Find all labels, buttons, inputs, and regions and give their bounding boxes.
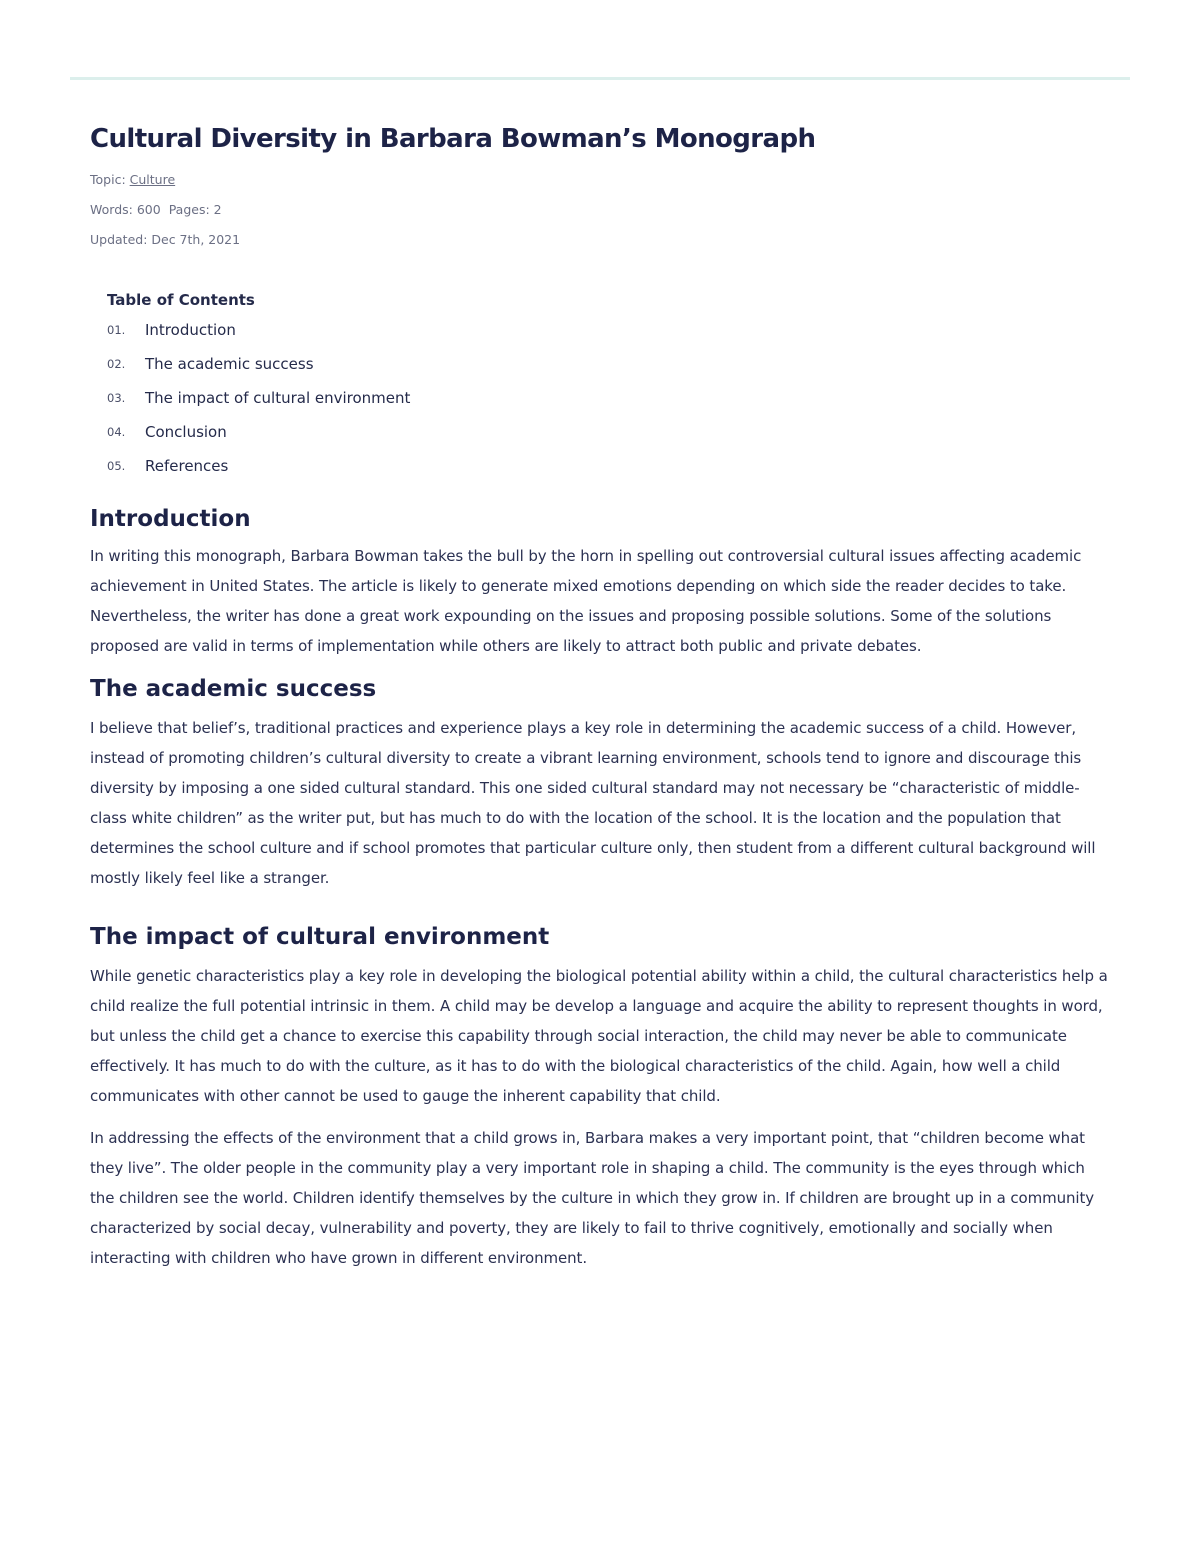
toc-link[interactable]: References xyxy=(145,457,229,475)
section-heading-academic-success: The academic success xyxy=(90,676,377,702)
toc-number: 04. xyxy=(107,425,126,439)
table-of-contents xyxy=(107,288,1110,490)
topic-label: Topic: xyxy=(90,172,126,187)
topic-line xyxy=(90,170,1110,200)
header-divider xyxy=(70,77,1130,80)
page-count: Pages: 2 xyxy=(168,202,222,217)
cultural-environment-paragraph-2: In addressing the effects of the environment that a child grows in, Barbara makes a very important point, that “children become what they live”. The older people in the community play a very important role in shaping a child. The community is the eyes through which the children see the world. Children identify themselves by the culture in which they grow in. If children are brought up in a community characterized by social decay, vulnerability and poverty, they are likely to fail to thrive cognitively, emotionally and socially when interacting with children who have grown in different environment. xyxy=(90,1129,1095,1267)
toc-link[interactable]: The academic success xyxy=(145,355,314,373)
toc-item-cultural-environment[interactable] xyxy=(107,388,1110,422)
introduction-paragraph: In writing this monograph, Barbara Bowman takes the bull by the horn in spelling out controversial cultural issues affecting academic achievement in United States. The article is likely to generate mixed emotions depending on which side the reader decides to take. Nevertheless, the writer has done a great work expounding on the issues and proposing possible solutions. Some of the solutions proposed are valid in terms of implementation while others are likely to attract both public and private debates. xyxy=(90,547,1082,655)
toc-number: 02. xyxy=(107,357,126,371)
toc-number: 01. xyxy=(107,323,126,337)
cultural-environment-paragraph-1: While genetic characteristics play a key role in developing the biological potential ability within a child, the cultural characteristics help a child realize the full potential intrinsic in them. A child may be develop a language and acquire the ability to represent thoughts in word, but unless the child get a chance to exercise this capability through social interaction, the child may never be able to communicate effectively. It has much to do with the culture, as it has to do with the biological characteristics of the child. Again, how well a child communicates with other cannot be used to gauge the inherent capability that child. xyxy=(90,967,1108,1105)
toc-number: 03. xyxy=(107,391,126,405)
academic-success-paragraph: I believe that belief’s, traditional practices and experience plays a key role in determining the academic success of a child. However, instead of promoting children’s cultural diversity to create a vibrant learning environment, schools tend to ignore and discourage this diversity by imposing a one sided cultural standard. This one sided cultural standard may not necessary be “characteristic of middle-class white children” as the writer put, but has much to do with the location of the school. It is the location and the population that determines the school culture and if school promotes that particular culture only, then student from a different cultural background will mostly likely feel like a stranger. xyxy=(90,719,1096,887)
toc-number: 05. xyxy=(107,459,126,473)
toc-link[interactable]: The impact of cultural environment xyxy=(145,389,411,407)
toc-title: Table of Contents xyxy=(107,291,255,309)
section-heading-introduction: Introduction xyxy=(90,506,251,532)
topic-link[interactable]: Culture xyxy=(129,172,176,187)
document-content xyxy=(90,120,1110,1273)
page-title: Cultural Diversity in Barbara Bowman’s Monograph xyxy=(90,124,816,154)
toc-link[interactable]: Introduction xyxy=(145,321,236,339)
word-count: Words: 600 xyxy=(90,202,161,217)
toc-item-academic-success[interactable] xyxy=(107,354,1110,388)
section-heading-cultural-environment: The impact of cultural environment xyxy=(90,924,550,950)
updated-date: Updated: Dec 7th, 2021 xyxy=(90,232,241,247)
toc-item-references[interactable] xyxy=(107,456,1110,490)
stats-line xyxy=(90,200,1110,230)
toc-item-conclusion[interactable] xyxy=(107,422,1110,456)
toc-link[interactable]: Conclusion xyxy=(145,423,227,441)
toc-item-introduction[interactable] xyxy=(107,320,1110,354)
